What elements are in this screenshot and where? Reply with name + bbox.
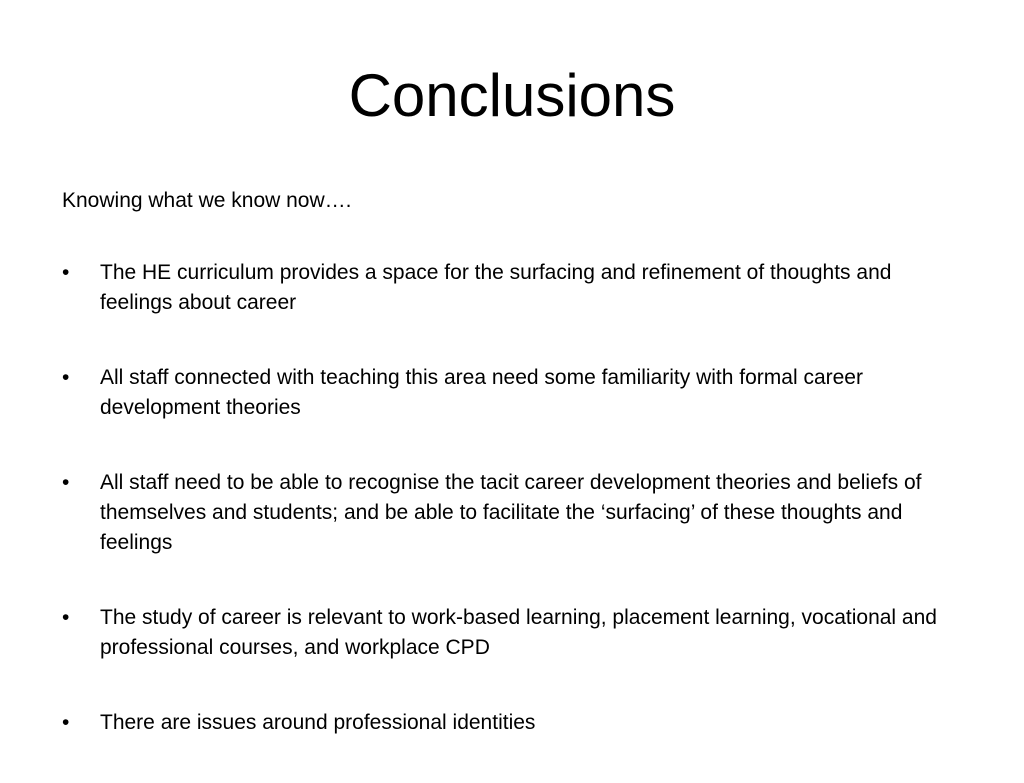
intro-text: Knowing what we know now…. [62, 189, 352, 212]
bullet-marker: • [62, 471, 70, 494]
slide-title: Conclusions [348, 62, 676, 129]
bullet-item [62, 468, 962, 558]
bullet-item [62, 363, 962, 423]
bullet-item [62, 258, 962, 318]
bullet-text: There are issues around professional identities [100, 711, 536, 734]
bullet-item [62, 603, 962, 663]
bullet-marker: • [62, 366, 70, 389]
bullet-marker: • [62, 711, 70, 734]
bullet-marker: • [62, 261, 70, 284]
bullet-text: All staff connected with teaching this area need some familiarity with formal career development theories [100, 366, 863, 419]
bullet-text: All staff need to be able to recognise the tacit career development theories and beliefs of themselves and students; and be able to facilitate the ‘surfacing’ of these thoughts and feelings [100, 471, 922, 554]
bullet-marker: • [62, 606, 70, 629]
bullet-list [62, 258, 962, 783]
bullet-text: The study of career is relevant to work-based learning, placement learning, vocational and professional courses, and workplace CPD [100, 606, 937, 659]
bullet-item [62, 708, 962, 738]
bullet-text: The HE curriculum provides a space for the surfacing and refinement of thoughts and feelings about career [100, 261, 892, 314]
